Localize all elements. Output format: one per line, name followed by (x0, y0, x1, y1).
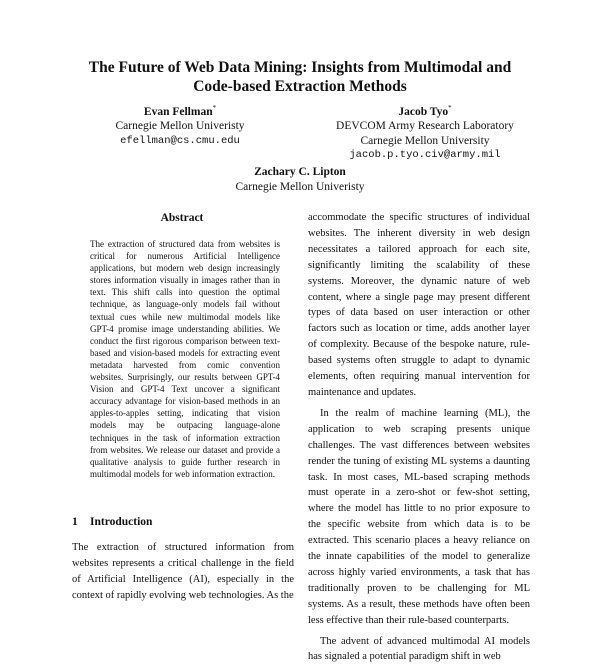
author-mark: * (448, 104, 452, 112)
paragraph: In the realm of machine learning (ML), the application to web scraping presents unique challenges. The vast differences between websites render the tuning of existing ML systems a daunting task. In most cases, ML-based scraping methods must operate in a zero-shot or few-shot setting, where the model has little to no prior exposure to the specific website from which data is to be extracted. This scenario places a heavy reliance on the innate capabilities of the model to generalize across highly varied environments, a task that has traditionally proven to be challenging for ML systems. As a result, these methods have often been less effective than their rule-based counterparts. (308, 407, 530, 626)
paragraph: The advent of advanced multimodal AI models has signaled a potential paradigm shift in web (308, 635, 530, 663)
introduction-text: The extraction of structured information from websites represents a critical challenge in the field of Artificial Intelligence (AI), especially in the context of rapidly evolving web technologies. As the (72, 542, 294, 601)
author-block-fellman (55, 101, 305, 148)
author-name: Zachary C. Lipton (254, 166, 346, 178)
author-email[interactable]: efellman@cs.cmu.edu (120, 134, 240, 147)
author-email[interactable]: jacob.p.tyo.civ@army.mil (349, 149, 501, 162)
section-title: Introduction (90, 516, 153, 528)
author-block-tyo (300, 101, 550, 163)
paper-title (60, 58, 540, 96)
author-affiliation: Carnegie Mellon Univeristy (115, 120, 245, 133)
right-column-text (308, 210, 530, 665)
abstract-heading: Abstract (160, 212, 204, 224)
author-block-lipton (150, 165, 450, 194)
author-affiliation: Carnegie Mellon Univeristy (235, 180, 365, 193)
title-line-2: Code-based Extraction Methods (193, 78, 407, 95)
section-number: 1 (72, 516, 78, 528)
abstract-text: The extraction of structured data from websites is critical for numerous Artificial Intelligence applications, but modern web design increasingly stores information visually in images rather than in text. This shift calls into question the optimal technique, as language-only models fail without textual cues while new multimodal models like GPT-4 promise image understanding abilities. We conduct the first rigorous comparison between text-based and vision-based models for extracting event metadata harvested from comic convention websites. Surprisingly, our results between GPT-4 Vision and GPT-4 Text uncover a significant accuracy advantage for vision-based methods in an apples-to-apples setting, indicating that vision models may be outpacing language-alone techniques in the task of information extraction from websites. We release our dataset and provide a qualitative analysis to guide further research in multimodal models for web information extraction. (90, 239, 280, 479)
author-affiliation: DEVCOM Army Research Laboratory (336, 120, 514, 133)
section-heading-introduction (72, 516, 152, 528)
paragraph: accommodate the specific structures of individual websites. The inherent diversity in web design necessitates a tailored approach for each site, significantly limiting the scalability of these systems. Moreover, the dynamic nature of web content, where a single page may present different types of data based on user interaction or other factors such as location or time, adds another layer of complexity. Because of the bespoke nature, rule-based systems often struggle to adapt to dynamic elements, often requiring manual intervention for maintenance and updates. (308, 212, 530, 398)
author-mark: * (212, 104, 217, 112)
author-name: Evan Fellman (143, 105, 213, 118)
author-affiliation-2: Carnegie Mellon University (360, 134, 490, 147)
author-name: Jacob Tyo (398, 105, 449, 118)
title-line-1: The Future of Web Data Mining: Insights from Multimodal and (88, 59, 512, 76)
